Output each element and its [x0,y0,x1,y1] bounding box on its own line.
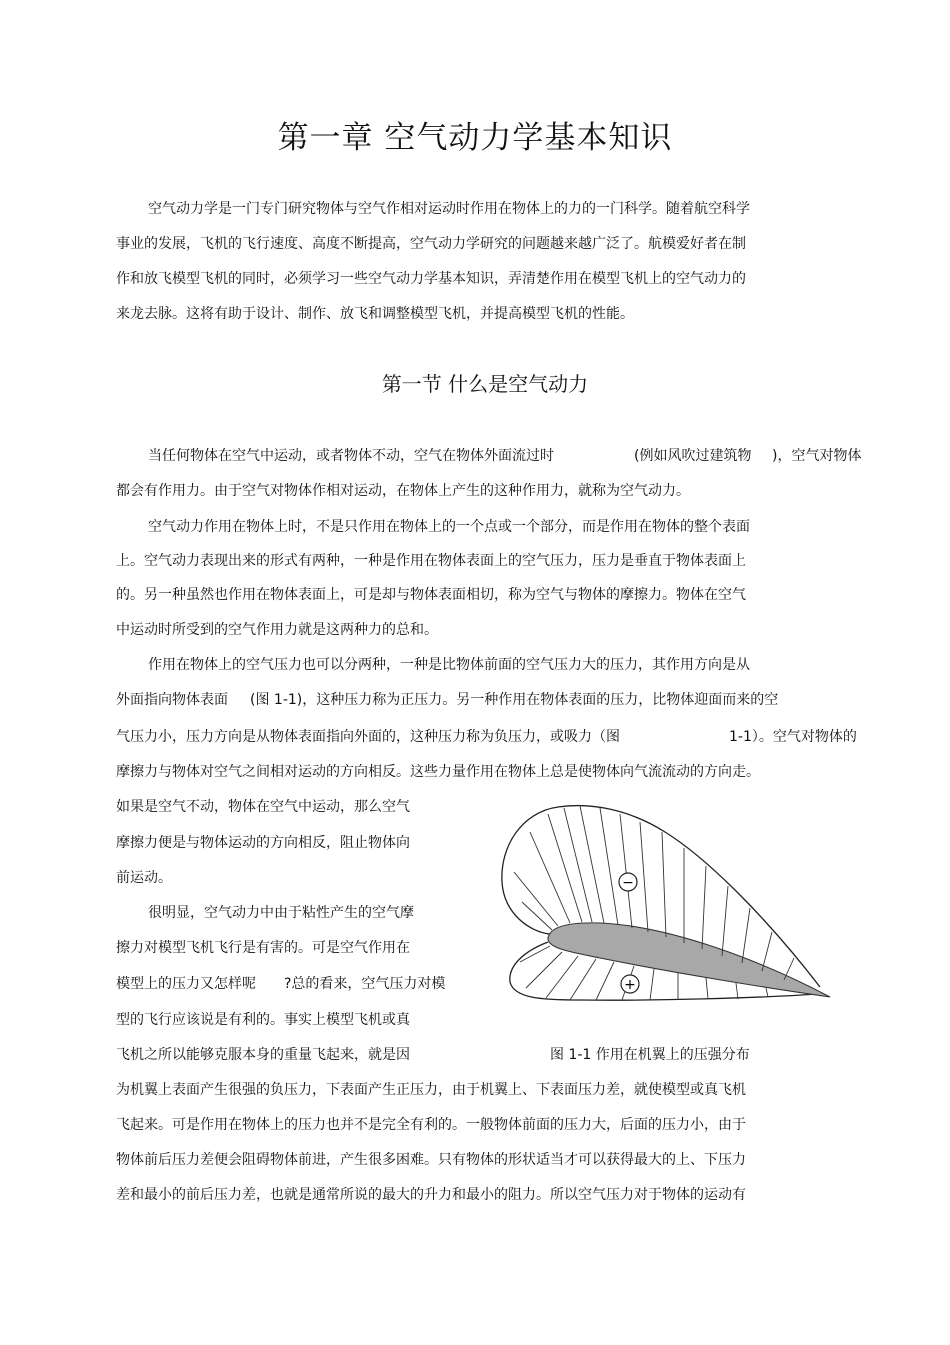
text-line: 的。另一种虽然也作用在物体表面上，可是却与物体表面相切，称为空气与物体的摩擦力。物体在空气 [116,587,746,603]
text-line: 擦力对模型飞机飞行是有害的。可是空气作用在 [116,940,410,956]
chapter-title: 第一章 空气动力学基本知识 [277,120,673,156]
text-line: 差和最小的前后压力差，也就是通常所说的最大的升力和最小的阻力。所以空气压力对于物体的运动有 [116,1187,746,1203]
text-line: 很明显，空气动力中由于粘性产生的空气摩 [148,905,414,921]
text-line: 摩擦力与物体对空气之间相对运动的方向相反。这些力量作用在物体上总是使物体向气流流动的方向走。 [116,764,760,780]
text-line: 作用在物体上的空气压力也可以分两种，一种是比物体前面的空气压力大的压力，其作用方向是从 [148,657,750,673]
airfoil-pressure-figure [500,802,840,1007]
text-line: 1-1）。空气对物体的 [729,729,857,745]
text-line: 来龙去脉。这将有助于设计、制作、放飞和调整模型飞机，并提高模型飞机的性能。 [116,306,634,322]
plus-sign: + [624,977,636,993]
text-line: 型的飞行应该说是有利的。事实上模型飞机或真 [116,1012,410,1028]
text-line: 气压力小，压力方向是从物体表面指向外面的，这种压力称为负压力，或吸力（图 [116,729,620,745]
text-line: 摩擦力便是与物体运动的方向相反，阻止物体向 [116,835,410,851]
text-line: 飞机之所以能够克服本身的重量飞起来，就是因 [116,1047,410,1063]
text-line: 空气动力作用在物体上时，不是只作用在物体上的一个点或一个部分，而是作用在物体的整个表面 [148,519,750,535]
text-line: 模型上的压力又怎样呢 [116,976,256,992]
text-line: 飞起来。可是作用在物体上的压力也并不是完全有利的。一般物体前面的压力大，后面的压力小，由于 [116,1117,746,1133]
text-line: )，空气对物体 [772,448,862,464]
text-line: (例如风吹过建筑物 [634,448,752,464]
text-line: 空气动力学是一门专门研究物体与空气作相对运动时作用在物体上的力的一门科学。随着航空科学 [148,201,750,217]
text-line: 前运动。 [116,870,172,886]
text-line: 外面指向物体表面 [116,692,228,708]
text-line: 作和放飞模型飞机的同时，必须学习一些空气动力学基本知识，弄清楚作用在模型飞机上的空气动力的 [116,271,746,287]
minus-sign: − [622,875,634,891]
text-line: 都会有作用力。由于空气对物体作相对运动，在物体上产生的这种作用力，就称为空气动力。 [116,483,690,499]
text-line: 当任何物体在空气中运动，或者物体不动，空气在物体外面流过时 [148,448,554,464]
figure-caption: 图 1-1 作用在机翼上的压强分布 [550,1047,750,1063]
text-line: 为机翼上表面产生很强的负压力，下表面产生正压力，由于机翼上、下表面压力差，就使模型或真飞机 [116,1082,746,1098]
text-line: 中运动时所受到的空气作用力就是这两种力的总和。 [116,622,438,638]
text-line: 上。空气动力表现出来的形式有两种，一种是作用在物体表面上的空气压力，压力是垂直于物体表面上 [116,553,746,569]
text-line: 物体前后压力差便会阻碍物体前进，产生很多困难。只有物体的形状适当才可以获得最大的上、下压力 [116,1152,746,1168]
text-line: (图 1-1)，这种压力称为正压力。另一种作用在物体表面的压力，比物体迎面而来的空 [250,692,779,708]
text-line: ?总的看来，空气压力对模 [284,976,446,992]
text-line: 如果是空气不动，物体在空气中运动，那么空气 [116,799,410,815]
section-title: 第一节 什么是空气动力 [381,372,589,396]
text-line: 事业的发展，飞机的飞行速度、高度不断提高，空气动力学研究的问题越来越广泛了。航模爱好者在制 [116,236,746,252]
airfoil-section [548,923,830,997]
